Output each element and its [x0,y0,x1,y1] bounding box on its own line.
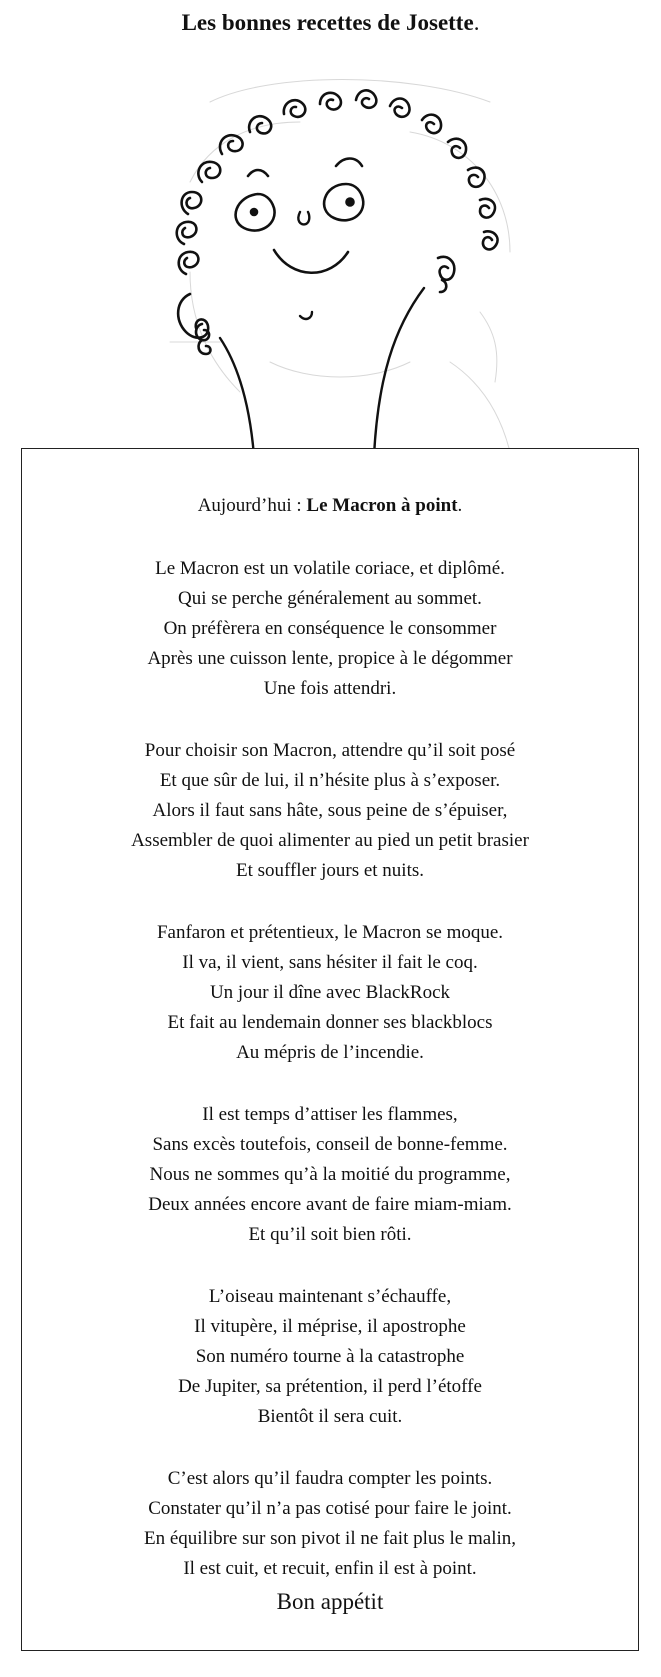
poem-line: Fanfaron et prétentieux, le Macron se moque. [156,922,504,943]
poem-line: Un jour il dîne avec BlackRock [209,982,451,1003]
left-eye [236,194,275,231]
poem-line: Et souffler jours et nuits. [235,860,425,881]
poem-line: De Jupiter, sa prétention, il perd l’étoffe [178,1376,482,1397]
recipe-heading-suffix: . [457,495,463,516]
page-title-period: . [473,10,480,35]
poem-line: L’oiseau maintenant s’échauffe, [208,1286,452,1307]
stanza-1 [22,554,638,704]
poem-line: Après une cuisson lente, propice à le dégommer [147,648,513,669]
poem-line: Et qu’il soit bien rôti. [248,1224,412,1245]
poem-line: Alors il faut sans hâte, sous peine de s’épuiser, [152,800,508,821]
poem-line: Son numéro tourne à la catastrophe [195,1346,465,1367]
stanza-3 [22,918,638,1068]
poem-line: Pour choisir son Macron, attendre qu’il soit posé [144,740,516,761]
poem-line: Il va, il vient, sans hésiter il fait le coq. [182,952,478,973]
poem-line: C’est alors qu’il faudra compter les points. [167,1468,493,1489]
poem-line: On préfèrera en conséquence le consommer [163,618,497,639]
stanza-6 [22,1464,638,1618]
poem-line: Il vitupère, il méprise, il apostrophe [194,1316,466,1337]
recipe-heading [22,491,638,521]
poem-line: Nous ne sommes qu’à la moitié du programme, [149,1164,511,1185]
poem-line: Au mépris de l’incendie. [236,1042,424,1063]
poem-stanzas [22,554,638,1618]
josette-illustration [150,62,550,462]
smile [274,250,348,273]
right-eyebrow [336,159,362,167]
signoff: Bon appétit [276,1589,384,1614]
page-title-text: Les bonnes recettes de Josette [181,10,474,35]
poem-line: Qui se perche généralement au sommet. [178,588,482,609]
poem-line: En équilibre sur son pivot il ne fait plus le malin, [143,1528,517,1549]
poem-line: Une fois attendri. [263,678,397,699]
poem-line: Il est cuit, et recuit, enfin il est à point. [183,1558,477,1579]
hair-curls [177,90,498,274]
stanza-2 [22,736,638,886]
page-title [0,8,661,38]
left-side-curls [178,294,210,354]
nose [298,212,309,224]
poem-line: Et que sûr de lui, il n’hésite plus à s’exposer. [159,770,501,791]
chin [300,312,312,319]
neck-left [220,338,254,456]
poem-line: Et fait au lendemain donner ses blackblocs [167,1012,493,1033]
poem-line: Assembler de quoi alimenter au pied un petit brasier [131,830,529,851]
poem-line: Constater qu’il n’a pas cotisé pour faire le joint. [148,1498,512,1519]
faint-sketch-lines [170,80,510,453]
stanza-4 [22,1100,638,1250]
recipe-dish-name: Le Macron à point [306,495,458,516]
recipe-heading-prefix: Aujourd’hui : [197,495,307,516]
poem-line: Il est temps d’attiser les flammes, [202,1104,458,1125]
poem-line: Sans excès toutefois, conseil de bonne-femme. [152,1134,508,1155]
poem-line: Bientôt il sera cuit. [257,1406,403,1427]
left-eyebrow [248,170,268,176]
stanza-5 [22,1282,638,1432]
poem-line: Deux années encore avant de faire miam-miam. [148,1194,512,1215]
poem-line: Le Macron est un volatile coriace, et diplômé. [155,558,505,579]
right-ear [438,257,454,292]
right-eye [324,184,363,220]
poem-box [21,448,639,1651]
